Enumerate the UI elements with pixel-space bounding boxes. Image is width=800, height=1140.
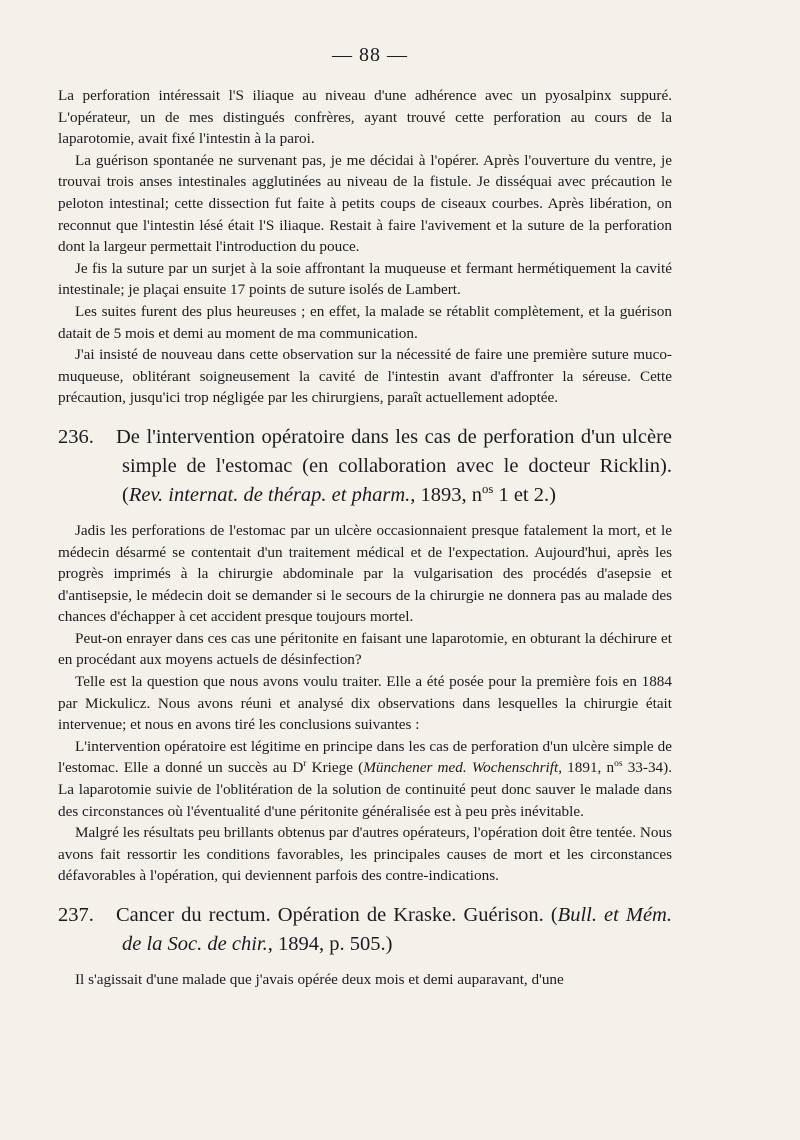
paragraph: J'ai insisté de nouveau dans cette observation sur la nécessité de faire une première suture muco-muqueuse, oblitérant soigneusement la cavité de l'intestin avant d'affronter la séreuse. Cette précaution, jusqu'ici trop négligée par les chirurgiens, paraît actuellement adoptée.: [58, 346, 672, 407]
text-run: L'intervention opératoire est légitime en principe dans les cas de perforation d'un ulcère simple de l'estomac. Elle a donné un succès au D: [58, 737, 672, 777]
ref-journal: Bull. et Mém. de la Soc. de chir.: [122, 904, 672, 955]
ref-tail: , 1894, p. 505.): [267, 933, 393, 955]
entry-title: Cancer du rectum. Opération de Kraske. Guérison.: [116, 904, 544, 926]
paragraph: Peut-on enrayer dans ces cas une péritonite en faisant une laparotomie, en obturant la déchirure et en procédant aux moyens actuels de désinfection?: [58, 629, 672, 669]
paragraph: Je fis la suture par un surjet à la soie affrontant la muqueuse et fermant hermétiquement la cavité intestinale; je plaçai ensuite 17 points de suture isolés de Lambert.: [58, 259, 672, 299]
entry-236-heading: [58, 423, 672, 510]
entry-number: 237.: [58, 904, 94, 926]
paragraph: Telle est la question que nous avons voulu traiter. Elle a été posée pour la première fois en 1884 par Mickulicz. Nous avons réuni et analysé dix observations dans lesquelles la chirurgie était intervenue; et nous en avons tiré les conclusions suivantes :: [58, 673, 672, 734]
paragraph: [58, 736, 672, 822]
paragraph: La perforation intéressait l'S iliaque au niveau d'une adhérence avec un pyosalpinx suppuré. L'opérateur, un de mes distingués confrères, ayant trouvé cette perforation au cours de la laparotomie, avait fixé l'intestin à la paroi.: [58, 87, 672, 148]
paragraph: Il s'agissait d'une malade que j'avais opérée deux mois et demi auparavant, d'une: [75, 971, 564, 988]
page-number: — 88 —: [332, 44, 408, 66]
text-run: 33-34). La laparotomie suivie de l'oblitération de la solution de continuité peut donc sauver le malade dans des circonstances où l'éventualité d'une péritonite généralisée est à peu près inévitable.: [58, 759, 672, 820]
entry-number: 236.: [58, 425, 94, 448]
text-run: , 1891, n: [558, 759, 615, 777]
journal-name: Münchener med. Wochenschrift: [363, 759, 559, 777]
paragraph: Malgré les résultats peu brillants obtenus par d'autres opérateurs, l'opération doit être tentée. Nous avons fait ressortir les conditions favorables, les principales causes de mort et les circonstances défavorables à l'opération, qui deviennent parfois des contre-indications.: [58, 824, 672, 885]
entry-title: De l'intervention opératoire dans les cas de perforation d'un ulcère simple de l'estomac (en collaboration avec le docteur Ricklin).: [116, 425, 672, 477]
ref-open: (: [122, 483, 129, 506]
ref-tail: 1 et 2.): [493, 483, 556, 506]
text-run: Kriege (: [306, 759, 364, 777]
paragraph: La guérison spontanée ne survenant pas, je me décidai à l'opérer. Après l'ouverture du ventre, je trouvai trois anses intestinales agglutinées au niveau de la fistule. Je disséquai avec précaution le peloton intestinal; cette dissection fut faite à petits coups de ciseaux courbes. Après libération, on reconnut que l'intestin lésé était l'S iliaque. Restait à faire l'avivement et la suture de la perforation dont la largeur permettait l'introduction du pouce.: [58, 151, 672, 256]
superscript: r: [303, 759, 307, 770]
superscript: os: [614, 759, 623, 770]
entry-237-heading: [58, 901, 672, 959]
ref-journal: Rev. internat. de thérap. et pharm.: [128, 483, 411, 506]
ref-superscript: os: [482, 482, 494, 497]
ref-year: , 1893, n: [410, 483, 483, 506]
paragraph: Les suites furent des plus heureuses ; en effet, la malade se rétablit complètement, et la guérison datait de 5 mois et demi au moment de ma communication.: [58, 302, 672, 342]
ref-open: (: [543, 904, 558, 926]
entry-reference: [122, 484, 556, 506]
paragraph: Jadis les perforations de l'estomac par un ulcère occasionnaient presque fatalement la mort, et le médecin désarmé se contentait d'un traitement médical et de l'expectation. Aujourd'hui, après les progrès imprimés à la chirurgie abdominale par la vulgarisation des procédés d'asepsie et d'antisepsie, le médecin doit se demander si le secours de la chirurgie ne donnera pas au malade des chances d'échapper à cet accident presque toujours mortel.: [58, 521, 672, 626]
